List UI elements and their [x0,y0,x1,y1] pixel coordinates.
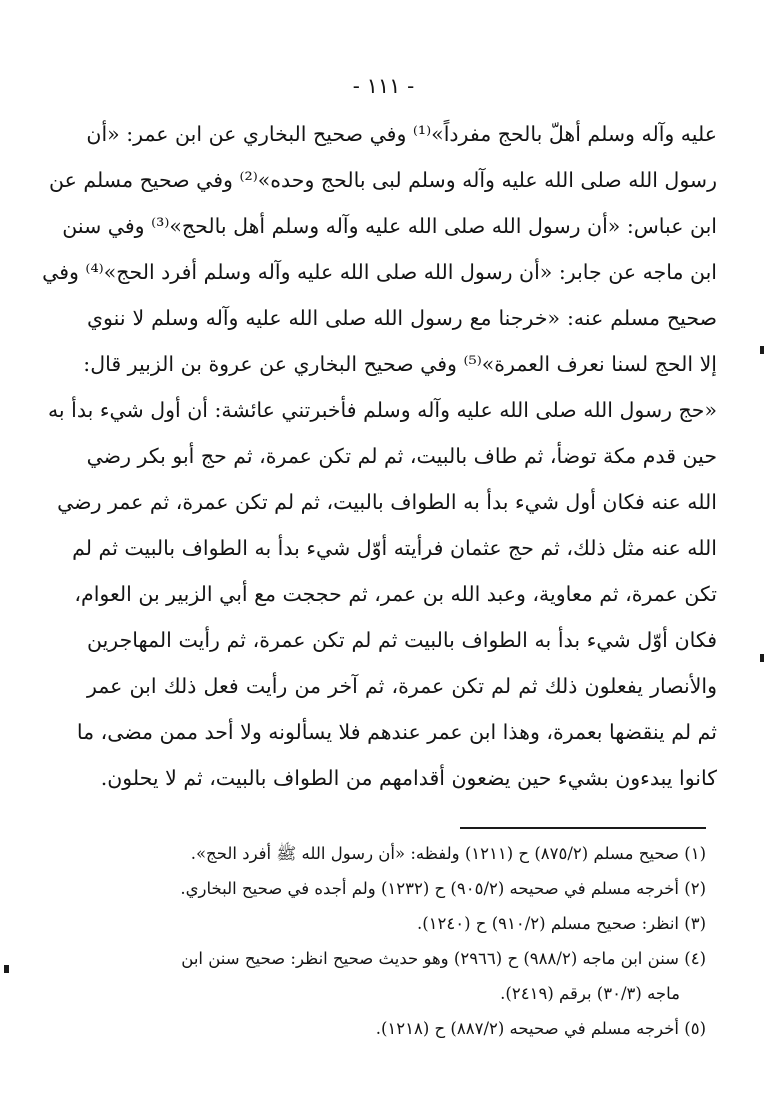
footnote-separator [460,827,706,829]
body-line: الله عنه فكان أول شيء بدأ به الطواف بالبيت، ثم لم تكن عمرة، ثم عمر رضي [57,490,717,514]
body-line: ابن عباس: «أن رسول الله صلى الله عليه وآله وسلم أهل بالحج»⁽³⁾ وفي سنن [62,214,717,238]
footnote-3: (٣) انظر: صحيح مسلم (٩١٠/٢) ح (١٢٤٠). [416,914,706,933]
footnote-4-continuation: ماجه (٣٠/٣) برقم (٢٤١٩). [500,984,680,1003]
footnote-4: (٤) سنن ابن ماجه (٩٨٨/٢) ح (٢٩٦٦) وهو حديث صحيح انظر: صحيح سنن ابن [181,949,706,968]
scan-edge-mark [760,346,764,354]
footnote-2: (٢) أخرجه مسلم في صحيحه (٩٠٥/٢) ح (١٢٣٢) ولم أجده في صحيح البخاري. [180,879,706,898]
body-line: رسول الله صلى الله عليه وآله وسلم لبى بالحج وحده»⁽²⁾ وفي صحيح مسلم عن [49,168,717,192]
body-line: كانوا يبدءون بشيء حين يضعون أقدامهم من الطواف بالبيت، ثم لا يحلون. [100,766,717,790]
body-line: والأنصار يفعلون ذلك ثم لم تكن عمرة، ثم آخر من رأيت فعل ذلك ابن عمر [87,674,717,698]
body-line: الله عنه مثل ذلك، ثم حج عثمان فرأيته أوّل شيء بدأ به الطواف بالبيت ثم لم [72,536,717,560]
body-line: حين قدم مكة توضأ، ثم طاف بالبيت، ثم لم تكن عمرة، ثم حج أبو بكر رضي [86,444,717,468]
body-line: «حج رسول الله صلى الله عليه وآله وسلم فأخبرتني عائشة: أن أول شيء بدأ به [47,398,717,422]
body-line: فكان أوّل شيء بدأ به الطواف بالبيت ثم لم تكن عمرة، ثم رأيت المهاجرين [87,628,717,652]
body-line: صحيح مسلم عنه: «خرجنا مع رسول الله صلى الله عليه وآله وسلم لا ننوي [87,306,717,330]
scan-edge-mark [760,654,764,662]
footnote-5: (٥) أخرجه مسلم في صحيحه (٨٨٧/٢) ح (١٢١٨). [375,1019,706,1038]
body-line: إلا الحج لسنا نعرف العمرة»⁽⁵⁾ وفي صحيح البخاري عن عروة بن الزبير قال: [83,352,717,376]
scan-edge-mark [4,965,9,973]
body-line: ابن ماجه عن جابر: «أن رسول الله صلى الله عليه وآله وسلم أفرد الحج»⁽⁴⁾ وفي [42,260,717,284]
body-line: تكن عمرة، ثم معاوية، وعبد الله بن عمر، ثم حججت مع أبي الزبير بن العوام، [74,582,717,606]
body-line: ثم لم ينقضها بعمرة، وهذا ابن عمر عندهم فلا يسألونه ولا أحد ممن مضى، ما [76,720,717,744]
footnotes [70,836,706,1046]
body-text [42,111,717,801]
footnote-1: (١) صحيح مسلم (٨٧٥/٢) ح (١٢١١) ولفظه: «أن رسول الله ﷺ أفرد الحج». [190,844,706,863]
page-number: - ١١١ - [352,74,415,98]
body-line: عليه وآله وسلم أهلّ بالحج مفرداً»⁽¹⁾ وفي صحيح البخاري عن ابن عمر: «أن [86,122,717,146]
